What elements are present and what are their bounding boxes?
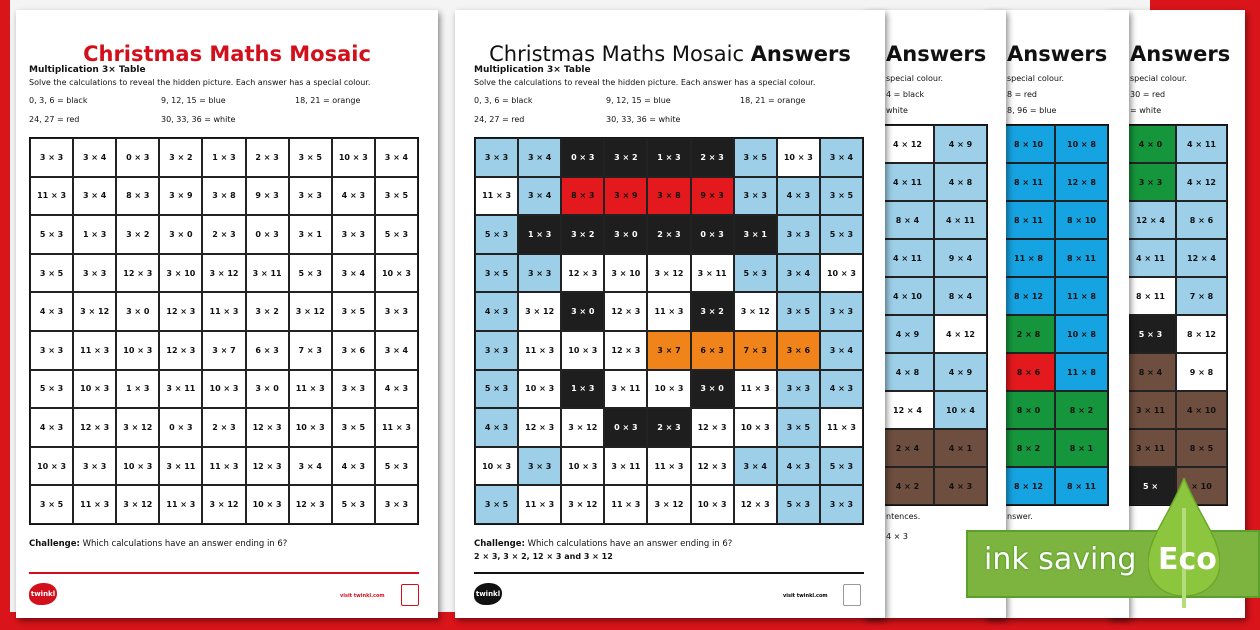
mosaic-cell: 11 × 3 xyxy=(375,408,418,447)
mosaic-cell: 12 × 3 xyxy=(246,408,289,447)
mosaic-cell: 11 × 3 xyxy=(604,485,647,524)
mosaic-cell: 5 × xyxy=(1125,467,1176,505)
key-blue: 9, 12, 15 = blue xyxy=(606,96,671,105)
mosaic-cell: 4 × 9 xyxy=(934,353,987,391)
mosaic-cell: 3 × 5 xyxy=(734,138,777,177)
mosaic-cell: 3 × 12 xyxy=(289,292,332,331)
mosaic-cell: 12 × 4 xyxy=(1125,201,1176,239)
mosaic-cell: 10 × 3 xyxy=(116,447,159,486)
mosaic-cell: 10 × 3 xyxy=(647,370,690,409)
back-sheet-grid xyxy=(1001,124,1109,506)
mosaic-cell: 4 × 0 xyxy=(1125,125,1176,163)
mosaic-cell: 12 × 3 xyxy=(159,331,202,370)
mosaic-cell: 2 × 3 xyxy=(691,138,734,177)
mosaic-cell: 11 × 8 xyxy=(1055,277,1108,315)
mosaic-cell: 3 × 6 xyxy=(777,331,820,370)
mosaic-cell: 12 × 3 xyxy=(604,331,647,370)
mosaic-cell: 4 × 3 xyxy=(777,447,820,486)
mosaic-cell: 4 × 3 xyxy=(30,408,73,447)
mosaic-cell: 5 × 3 xyxy=(1125,315,1176,353)
mosaic-cell: 11 × 3 xyxy=(518,485,561,524)
mosaic-cell: 8 × 5 xyxy=(1176,429,1227,467)
mosaic-cell: 3 × 5 xyxy=(30,485,73,524)
mosaic-cell: 3 × 3 xyxy=(777,215,820,254)
mosaic-cell: × 10 xyxy=(1176,467,1227,505)
key-red: 24, 27 = red xyxy=(29,115,80,124)
mosaic-cell: 3 × 5 xyxy=(475,485,518,524)
mosaic-cell: 8 × 4 xyxy=(1125,353,1176,391)
mosaic-cell: 7 × 8 xyxy=(1176,277,1227,315)
back-sheet-grid xyxy=(1124,124,1228,506)
mosaic-cell: 3 × 8 xyxy=(202,177,245,216)
mosaic-cell: 2 × 3 xyxy=(246,138,289,177)
challenge-answer: 2 × 3, 3 × 2, 12 × 3 and 3 × 12 xyxy=(474,552,613,561)
mosaic-cell: 3 × 5 xyxy=(332,408,375,447)
mosaic-cell: 11 × 3 xyxy=(159,485,202,524)
mosaic-cell: 8 × 4 xyxy=(881,201,934,239)
mosaic-cell: 3 × 3 xyxy=(332,215,375,254)
mosaic-cell: 11 × 8 xyxy=(1055,353,1108,391)
mosaic-cell: 0 × 3 xyxy=(159,408,202,447)
mosaic-cell: 3 × 10 xyxy=(604,254,647,293)
mosaic-cell: 4 × 3 xyxy=(375,370,418,409)
visit-link[interactable]: visit twinkl.com xyxy=(783,593,828,599)
mosaic-cell: 3 × 3 xyxy=(30,331,73,370)
mosaic-cell: 3 × 12 xyxy=(73,292,116,331)
mosaic-cell: 3 × 12 xyxy=(647,485,690,524)
instructions: Solve the calculations to reveal the hidden picture. Each answer has a special colour. xyxy=(29,78,371,87)
mosaic-cell: 4 × 8 xyxy=(881,353,934,391)
mosaic-cell: 3 × 5 xyxy=(820,177,863,216)
mosaic-cell: 2 × 3 xyxy=(202,408,245,447)
mosaic-cell: 8 × 3 xyxy=(561,177,604,216)
mosaic-cell: 11 × 3 xyxy=(30,177,73,216)
mosaic-cell: 3 × 5 xyxy=(30,254,73,293)
mosaic-cell: 3 × 3 xyxy=(73,447,116,486)
key-blue: 9, 12, 15 = blue xyxy=(161,96,226,105)
answer-sheet-back-1 xyxy=(864,10,1006,618)
mosaic-cell: 12 × 3 xyxy=(116,254,159,293)
mosaic-cell: 10 × 3 xyxy=(202,370,245,409)
answers-title-main: Christmas Maths Mosaic xyxy=(489,42,751,66)
mosaic-cell: 2 × 3 xyxy=(647,215,690,254)
mosaic-cell: 3 × 3 xyxy=(518,447,561,486)
mosaic-cell: 4 × 11 xyxy=(1125,239,1176,277)
mosaic-cell: 3 × 4 xyxy=(289,447,332,486)
answer-sheet-back-2 xyxy=(985,10,1129,618)
mosaic-cell: 4 × 11 xyxy=(1176,125,1227,163)
mosaic-cell: 3 × 3 xyxy=(332,370,375,409)
answers-title xyxy=(455,42,885,66)
mosaic-cell: 8 × 0 xyxy=(1002,391,1055,429)
mosaic-cell: 5 × 3 xyxy=(289,254,332,293)
mosaic-cell: 0 × 3 xyxy=(116,138,159,177)
mosaic-cell: 4 × 12 xyxy=(881,125,934,163)
mosaic-cell: 5 × 3 xyxy=(734,254,777,293)
mosaic-cell: 8 × 10 xyxy=(1002,125,1055,163)
back-sheet-text: 4 = black xyxy=(886,90,925,99)
mosaic-cell: 10 × 3 xyxy=(561,447,604,486)
mosaic-cell: 1 × 3 xyxy=(518,215,561,254)
mosaic-cell: 11 × 3 xyxy=(518,331,561,370)
mosaic-cell: 4 × 3 xyxy=(332,447,375,486)
mosaic-cell: 2 × 3 xyxy=(647,408,690,447)
mosaic-cell: 3 × 5 xyxy=(289,138,332,177)
mosaic-cell: 3 × 3 xyxy=(518,254,561,293)
key-black: 0, 3, 6 = black xyxy=(29,96,88,105)
mosaic-cell: 8 × 10 xyxy=(1055,201,1108,239)
mosaic-cell: 3 × 0 xyxy=(116,292,159,331)
mosaic-cell: 3 × 4 xyxy=(73,138,116,177)
mosaic-cell: 7 × 3 xyxy=(734,331,777,370)
mosaic-cell: 5 × 3 xyxy=(475,215,518,254)
mosaic-cell: 3 × 2 xyxy=(116,215,159,254)
mosaic-cell: 2 × 4 xyxy=(881,429,934,467)
mosaic-cell: 3 × 12 xyxy=(116,408,159,447)
mosaic-cell: 3 × 9 xyxy=(604,177,647,216)
mosaic-cell: 11 × 3 xyxy=(647,447,690,486)
mosaic-cell: 3 × 4 xyxy=(820,331,863,370)
twinkl-logo: twinkl xyxy=(29,583,57,605)
mosaic-cell: 5 × 3 xyxy=(820,447,863,486)
mosaic-cell: 3 × 3 xyxy=(777,370,820,409)
back-sheet-text: 8, 96 = blue xyxy=(1007,106,1057,115)
mosaic-cell: 0 × 3 xyxy=(561,138,604,177)
mosaic-cell: 3 × 4 xyxy=(777,254,820,293)
back-sheet-grid xyxy=(880,124,988,506)
worksheet-sheet xyxy=(16,10,438,618)
mosaic-cell: 12 × 3 xyxy=(518,408,561,447)
back-sheet-text: 30 = red xyxy=(1130,90,1166,99)
mosaic-cell: 10 × 4 xyxy=(934,391,987,429)
mosaic-cell: 5 × 3 xyxy=(375,447,418,486)
mosaic-cell: 3 × 4 xyxy=(734,447,777,486)
mosaic-cell: 3 × 7 xyxy=(202,331,245,370)
worksheet-title: Christmas Maths Mosaic xyxy=(83,42,371,66)
mosaic-cell: 5 × 3 xyxy=(475,370,518,409)
mosaic-cell: 3 × 11 xyxy=(159,447,202,486)
mosaic-cell: 4 × 3 xyxy=(934,467,987,505)
mosaic-cell: 3 × 9 xyxy=(159,177,202,216)
mosaic-cell: 8 × 4 xyxy=(934,277,987,315)
mosaic-cell: 8 × 11 xyxy=(1055,467,1108,505)
mosaic-cell: 4 × 11 xyxy=(934,201,987,239)
mosaic-cell: 3 × 5 xyxy=(475,254,518,293)
mosaic-cell: 11 × 3 xyxy=(73,485,116,524)
mosaic-grid-worksheet xyxy=(29,137,419,525)
quality-badge-icon xyxy=(843,584,861,606)
challenge-text: Which calculations have an answer ending in 6? xyxy=(527,539,733,549)
mosaic-cell: 1 × 3 xyxy=(73,215,116,254)
mosaic-cell: 8 × 12 xyxy=(1002,467,1055,505)
back-sheet-footer-text: nswer. xyxy=(1007,512,1033,521)
quality-badge-icon xyxy=(401,584,419,606)
mosaic-cell: 10 × 3 xyxy=(289,408,332,447)
mosaic-cell: 3 × 12 xyxy=(116,485,159,524)
mosaic-cell: 8 × 11 xyxy=(1002,163,1055,201)
mosaic-cell: 11 × 3 xyxy=(202,292,245,331)
mosaic-cell: 0 × 3 xyxy=(691,215,734,254)
mosaic-cell: 10 × 3 xyxy=(332,138,375,177)
mosaic-cell: 12 × 8 xyxy=(1055,163,1108,201)
subtitle: Multiplication 3× Table xyxy=(29,65,146,75)
mosaic-cell: 9 × 3 xyxy=(691,177,734,216)
mosaic-cell: 3 × 12 xyxy=(202,254,245,293)
mosaic-cell: 3 × 11 xyxy=(246,254,289,293)
mosaic-cell: 8 × 12 xyxy=(1176,315,1227,353)
mosaic-cell: 4 × 3 xyxy=(30,292,73,331)
back-sheet-footer-text: ntences. xyxy=(886,512,921,521)
back-sheet-title: Answers xyxy=(1007,42,1108,66)
mosaic-cell: 5 × 3 xyxy=(30,215,73,254)
mosaic-cell: 1 × 3 xyxy=(202,138,245,177)
back-sheet-text: 8 = red xyxy=(1007,90,1037,99)
mosaic-cell: 5 × 3 xyxy=(30,370,73,409)
mosaic-cell: 3 × 5 xyxy=(777,408,820,447)
challenge xyxy=(29,539,287,549)
mosaic-cell: 3 × 1 xyxy=(734,215,777,254)
eco-label: Eco xyxy=(1158,542,1217,577)
back-sheet-text: special colour. xyxy=(1130,74,1188,83)
mosaic-cell: 8 × 11 xyxy=(1125,277,1176,315)
mosaic-cell: 3 × 11 xyxy=(159,370,202,409)
mosaic-cell: 4 × 10 xyxy=(881,277,934,315)
mosaic-cell: 3 × 10 xyxy=(159,254,202,293)
mosaic-cell: 10 × 3 xyxy=(820,254,863,293)
mosaic-cell: 8 × 6 xyxy=(1002,353,1055,391)
challenge-text: Which calculations have an answer ending in 6? xyxy=(82,539,288,549)
mosaic-cell: 8 × 11 xyxy=(1002,201,1055,239)
mosaic-cell: 3 × 11 xyxy=(604,447,647,486)
mosaic-cell: 3 × 4 xyxy=(73,177,116,216)
subtitle: Multiplication 3× Table xyxy=(474,65,591,75)
mosaic-cell: 4 × 12 xyxy=(1176,163,1227,201)
mosaic-cell: 11 × 3 xyxy=(820,408,863,447)
mosaic-cell: 4 × 3 xyxy=(332,177,375,216)
mosaic-cell: 3 × 2 xyxy=(604,138,647,177)
footer-divider xyxy=(29,572,419,574)
mosaic-cell: 3 × 2 xyxy=(691,292,734,331)
mosaic-cell: 4 × 9 xyxy=(881,315,934,353)
back-sheet-text: = white xyxy=(1130,106,1162,115)
mosaic-cell: 5 × 3 xyxy=(820,215,863,254)
mosaic-cell: 3 × 0 xyxy=(691,370,734,409)
mosaic-cell: 10 × 3 xyxy=(30,447,73,486)
mosaic-cell: 3 × 8 xyxy=(647,177,690,216)
mosaic-cell: 0 × 3 xyxy=(246,215,289,254)
mosaic-cell: 4 × 11 xyxy=(881,239,934,277)
mosaic-cell: 1 × 3 xyxy=(561,370,604,409)
mosaic-cell: 3 × 5 xyxy=(777,292,820,331)
back-sheet-text: white xyxy=(886,106,908,115)
mosaic-cell: 4 × 3 xyxy=(820,370,863,409)
challenge-label: Challenge: xyxy=(29,539,80,549)
mosaic-cell: 4 × 8 xyxy=(934,163,987,201)
mosaic-cell: 3 × 4 xyxy=(332,254,375,293)
back-sheet-text: special colour. xyxy=(1007,74,1065,83)
visit-link[interactable]: visit twinkl.com xyxy=(340,593,385,599)
mosaic-cell: 3 × 12 xyxy=(734,292,777,331)
mosaic-cell: 3 × 3 xyxy=(475,331,518,370)
mosaic-cell: 1 × 3 xyxy=(647,138,690,177)
mosaic-cell: 9 × 3 xyxy=(246,177,289,216)
mosaic-cell: 10 × 3 xyxy=(375,254,418,293)
mosaic-cell: 3 × 0 xyxy=(246,370,289,409)
mosaic-cell: 3 × 12 xyxy=(561,485,604,524)
mosaic-cell: 4 × 10 xyxy=(1176,391,1227,429)
key-white: 30, 33, 36 = white xyxy=(161,115,236,124)
mosaic-cell: 4 × 3 xyxy=(777,177,820,216)
mosaic-cell: 4 × 12 xyxy=(934,315,987,353)
mosaic-cell: 10 × 3 xyxy=(246,485,289,524)
mosaic-cell: 10 × 8 xyxy=(1055,315,1108,353)
mosaic-cell: 3 × 7 xyxy=(647,331,690,370)
back-sheet-title: Answers xyxy=(886,42,987,66)
mosaic-cell: 12 × 4 xyxy=(1176,239,1227,277)
mosaic-cell: 8 × 2 xyxy=(1002,429,1055,467)
mosaic-cell: 6 × 3 xyxy=(246,331,289,370)
mosaic-cell: 4 × 11 xyxy=(881,163,934,201)
mosaic-cell: 10 × 3 xyxy=(73,370,116,409)
mosaic-cell: 3 × 2 xyxy=(159,138,202,177)
mosaic-cell: 3 × 11 xyxy=(1125,391,1176,429)
mosaic-cell: 12 × 3 xyxy=(604,292,647,331)
mosaic-cell: 6 × 3 xyxy=(691,331,734,370)
mosaic-cell: 12 × 3 xyxy=(246,447,289,486)
mosaic-cell: 3 × 3 xyxy=(73,254,116,293)
ink-saving-label: ink saving xyxy=(984,542,1137,577)
mosaic-cell: 9 × 8 xyxy=(1176,353,1227,391)
mosaic-cell: 10 × 3 xyxy=(777,138,820,177)
mosaic-cell: 3 × 4 xyxy=(375,138,418,177)
mosaic-cell: 3 × 3 xyxy=(734,177,777,216)
mosaic-cell: 3 × 11 xyxy=(1125,429,1176,467)
mosaic-cell: 4 × 2 xyxy=(881,467,934,505)
mosaic-cell: 3 × 5 xyxy=(375,177,418,216)
mosaic-cell: 3 × 4 xyxy=(375,331,418,370)
back-sheet-title: Answers xyxy=(1130,42,1231,66)
mosaic-cell: 11 × 3 xyxy=(289,370,332,409)
answers-sheet xyxy=(455,10,885,618)
mosaic-cell: 8 × 11 xyxy=(1055,239,1108,277)
mosaic-cell: 3 × 3 xyxy=(30,138,73,177)
mosaic-cell: 3 × 4 xyxy=(518,138,561,177)
mosaic-cell: 3 × 3 xyxy=(475,138,518,177)
mosaic-cell: 8 × 2 xyxy=(1055,391,1108,429)
mosaic-cell: 4 × 3 xyxy=(475,408,518,447)
mosaic-cell: 10 × 3 xyxy=(561,331,604,370)
mosaic-cell: 2 × 3 xyxy=(202,215,245,254)
mosaic-cell: 3 × 4 xyxy=(820,138,863,177)
challenge xyxy=(474,539,732,549)
mosaic-cell: 12 × 3 xyxy=(289,485,332,524)
mosaic-cell: 12 × 3 xyxy=(691,408,734,447)
mosaic-cell: 10 × 3 xyxy=(116,331,159,370)
key-black: 0, 3, 6 = black xyxy=(474,96,533,105)
mosaic-cell: 12 × 3 xyxy=(73,408,116,447)
mosaic-cell: 4 × 3 xyxy=(475,292,518,331)
mosaic-cell: 10 × 3 xyxy=(518,370,561,409)
mosaic-cell: 3 × 3 xyxy=(820,292,863,331)
mosaic-cell: 4 × 9 xyxy=(934,125,987,163)
mosaic-cell: 11 × 3 xyxy=(734,370,777,409)
mosaic-cell: 12 × 3 xyxy=(561,254,604,293)
key-orange: 18, 21 = orange xyxy=(740,96,806,105)
mosaic-cell: 3 × 11 xyxy=(691,254,734,293)
mosaic-cell: 12 × 4 xyxy=(881,391,934,429)
instructions: Solve the calculations to reveal the hidden picture. Each answer has a special colour. xyxy=(474,78,816,87)
mosaic-cell: 3 × 12 xyxy=(561,408,604,447)
mosaic-cell: 11 × 3 xyxy=(73,331,116,370)
footer-divider xyxy=(474,572,864,574)
mosaic-cell: 0 × 3 xyxy=(604,408,647,447)
mosaic-cell: 11 × 3 xyxy=(202,447,245,486)
mosaic-cell: 8 × 6 xyxy=(1176,201,1227,239)
key-red: 24, 27 = red xyxy=(474,115,525,124)
challenge-label: Challenge: xyxy=(474,539,525,549)
mosaic-cell: 3 × 12 xyxy=(202,485,245,524)
mosaic-cell: 8 × 12 xyxy=(1002,277,1055,315)
mosaic-cell: 7 × 3 xyxy=(289,331,332,370)
mosaic-cell: 3 × 0 xyxy=(604,215,647,254)
mosaic-cell: 3 × 12 xyxy=(518,292,561,331)
mosaic-cell: 1 × 3 xyxy=(116,370,159,409)
mosaic-cell: 10 × 3 xyxy=(475,447,518,486)
mosaic-cell: 10 × 3 xyxy=(691,485,734,524)
mosaic-cell: 3 × 0 xyxy=(159,215,202,254)
mosaic-cell: 5 × 3 xyxy=(375,215,418,254)
mosaic-cell: 3 × 0 xyxy=(561,292,604,331)
mosaic-grid-answers xyxy=(474,137,864,525)
mosaic-cell: 3 × 11 xyxy=(604,370,647,409)
mosaic-cell: 5 × 3 xyxy=(332,485,375,524)
mosaic-cell: 10 × 8 xyxy=(1055,125,1108,163)
mosaic-cell: 8 × 3 xyxy=(116,177,159,216)
mosaic-cell: 4 × 1 xyxy=(934,429,987,467)
mosaic-cell: 11 × 3 xyxy=(475,177,518,216)
mosaic-cell: 3 × 3 xyxy=(820,485,863,524)
mosaic-cell: 3 × 6 xyxy=(332,331,375,370)
mosaic-cell: 3 × 3 xyxy=(375,485,418,524)
twinkl-logo: twinkl xyxy=(474,583,502,605)
mosaic-cell: 9 × 4 xyxy=(934,239,987,277)
mosaic-cell: 2 × 8 xyxy=(1002,315,1055,353)
mosaic-cell: 3 × 12 xyxy=(647,254,690,293)
mosaic-cell: 10 × 3 xyxy=(734,408,777,447)
mosaic-cell: 12 × 3 xyxy=(691,447,734,486)
mosaic-cell: 3 × 2 xyxy=(561,215,604,254)
key-white: 30, 33, 36 = white xyxy=(606,115,681,124)
mosaic-cell: 8 × 1 xyxy=(1055,429,1108,467)
mosaic-cell: 11 × 3 xyxy=(647,292,690,331)
back-sheet-footer-text: 4 × 3 xyxy=(886,532,908,541)
mosaic-cell: 3 × 2 xyxy=(246,292,289,331)
mosaic-cell: 3 × 4 xyxy=(518,177,561,216)
answers-title-bold: Answers xyxy=(750,42,851,66)
mosaic-cell: 3 × 5 xyxy=(332,292,375,331)
mosaic-cell: 3 × 3 xyxy=(1125,163,1176,201)
mosaic-cell: 3 × 3 xyxy=(289,177,332,216)
mosaic-cell: 5 × 3 xyxy=(777,485,820,524)
mosaic-cell: 11 × 8 xyxy=(1002,239,1055,277)
key-orange: 18, 21 = orange xyxy=(295,96,361,105)
mosaic-cell: 3 × 3 xyxy=(375,292,418,331)
back-sheet-text: special colour. xyxy=(886,74,944,83)
mosaic-cell: 12 × 3 xyxy=(159,292,202,331)
mosaic-cell: 12 × 3 xyxy=(734,485,777,524)
mosaic-cell: 3 × 1 xyxy=(289,215,332,254)
